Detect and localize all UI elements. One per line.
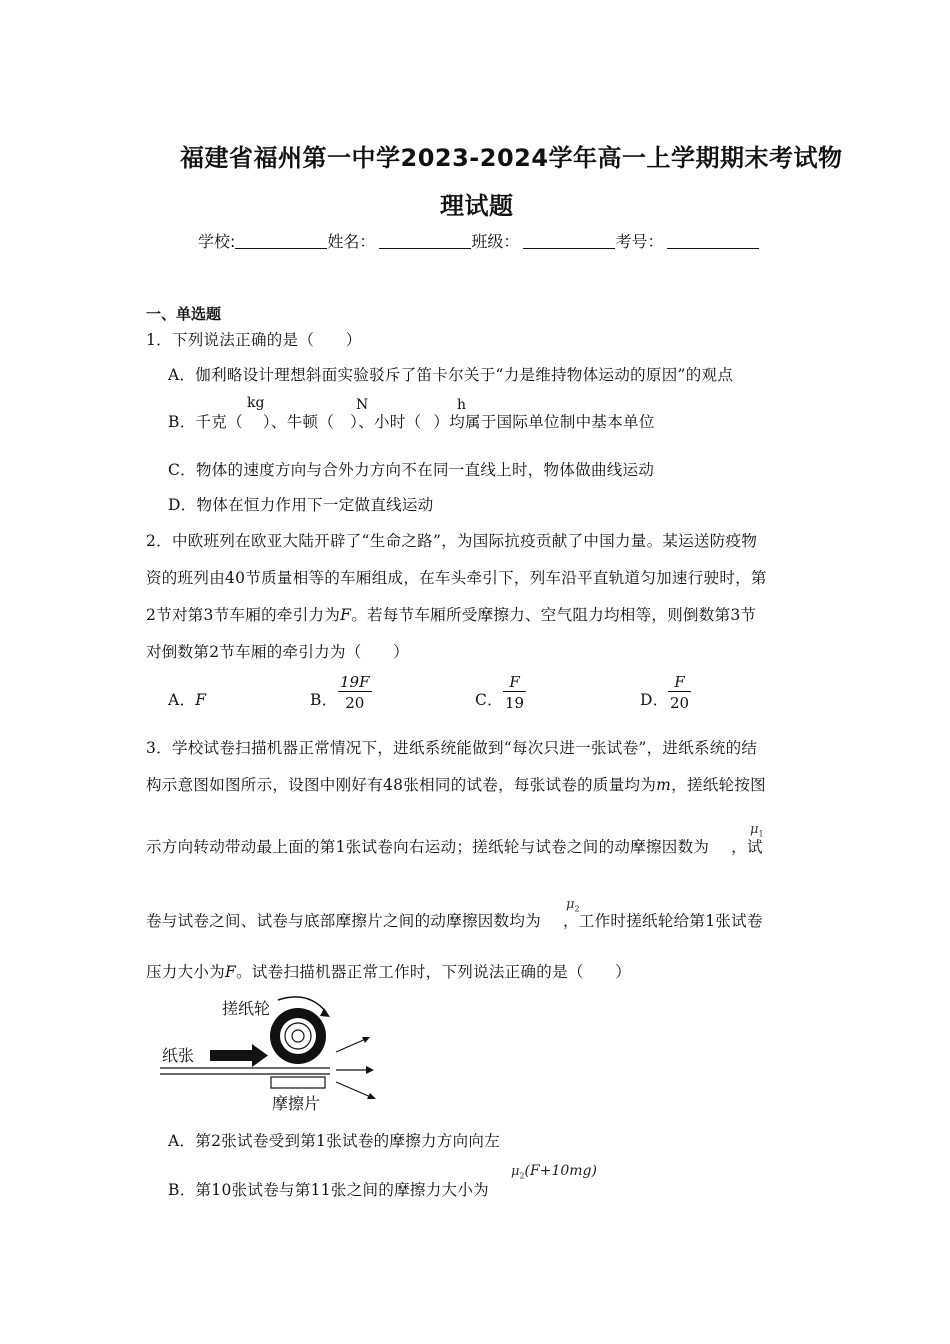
school-field[interactable] xyxy=(235,234,327,249)
q3-line5-a: 压力大小为 xyxy=(146,963,226,981)
rotation-arrowhead xyxy=(320,1008,330,1017)
q3-line1: 3．学校试卷扫描机器正常情况下，进纸系统能做到“每次只进一张试卷”，进纸系统的结 xyxy=(146,739,758,757)
q1-stem: 1．下列说法正确的是（ ） xyxy=(146,331,362,349)
page-title-line1: 福建省福州第一中学2023-2024学年高一上学期期末考试物 xyxy=(180,144,843,172)
q1-option-d[interactable]: D．物体在恒力作用下一定做直线运动 xyxy=(168,496,434,514)
q1-option-b[interactable] xyxy=(168,410,655,432)
class-label: 班级： xyxy=(471,232,520,251)
q3-line2-m: m xyxy=(656,776,672,794)
name-field[interactable] xyxy=(379,234,471,249)
q2-line3-b: 。若每节车厢所受摩擦力、空气阻力均相等，则倒数第3节 xyxy=(351,606,757,624)
q1-b-mid2: ）、小时（ xyxy=(350,413,422,431)
q2-line1: 2．中欧班列在欧亚大陆开辟了“生命之路”，为国际抗疫贡献了中国力量。某运送防疫物 xyxy=(146,532,758,550)
paper-feed-diagram xyxy=(158,990,388,1115)
q2-c-numerator: F xyxy=(509,673,520,691)
feed-arrow-head xyxy=(252,1044,268,1067)
q3-line4-a: 卷与试卷之间、试卷与底部摩擦片之间的动摩擦因数均为 xyxy=(146,912,542,930)
q3-line4-b: ，工作时搓纸轮给第1张试卷 xyxy=(563,912,763,930)
q2-option-c-label[interactable]: C． xyxy=(475,691,503,709)
friction-pad xyxy=(271,1077,325,1088)
q3-line2 xyxy=(146,773,766,795)
q1-option-a[interactable]: A．伽利略设计理想斜面实验驳斥了笛卡尔关于“力是维持物体运动的原因”的观点 xyxy=(168,366,734,384)
label-paper: 纸张 xyxy=(162,1046,195,1065)
section-heading: 一、单选题 xyxy=(146,305,222,323)
q2-d-numerator: F xyxy=(674,673,685,691)
q1-b-mid1: ）、牛顿（ xyxy=(262,413,335,431)
q3-line2-b: ，搓纸轮按图 xyxy=(671,776,766,794)
q2-b-denominator: 20 xyxy=(338,691,372,712)
q2-d-denominator: 20 xyxy=(668,691,691,712)
q2-option-d-fraction xyxy=(668,673,691,712)
label-pad: 摩擦片 xyxy=(272,1094,321,1113)
out-arrow-1 xyxy=(336,1038,368,1052)
q2-option-b-label[interactable]: B． xyxy=(310,691,338,709)
q3-line5-f: F xyxy=(225,963,237,981)
q3-line4 xyxy=(146,909,763,931)
q2-line3-a: 2节对第3节车厢的牵引力为 xyxy=(146,606,341,624)
q3-line3 xyxy=(146,835,763,857)
q1-b-post: ）均属于国际单位制中基本单位 xyxy=(433,413,655,431)
q2-option-d-label[interactable]: D． xyxy=(640,691,669,709)
q2-line3-f: F xyxy=(340,606,352,624)
label-roller: 搓纸轮 xyxy=(222,999,271,1018)
q3-b-expr-text: (F+10mg) xyxy=(524,1163,597,1179)
q3-b-text: B．第10张试卷与第11张之间的摩擦力大小为 xyxy=(168,1181,489,1199)
q3-line5-b: 。试卷扫描机器正常工作时，下列说法正确的是（ ） xyxy=(236,963,632,981)
q2-a-label: A． xyxy=(168,691,196,709)
unit-n: N xyxy=(356,397,369,413)
unit-h: h xyxy=(457,397,467,413)
q2-option-a[interactable] xyxy=(168,688,206,710)
mu2-symbol: $\mu_2$ xyxy=(566,897,580,914)
q3-line3-b: ，试 xyxy=(731,838,763,856)
q3-line2-a: 构示意图如图所示，设图中刚好有48张相同的试卷，每张试卷的质量均为 xyxy=(146,776,657,794)
q1-option-c[interactable]: C．物体的速度方向与合外力方向不在同一直线上时，物体做曲线运动 xyxy=(168,461,655,479)
q2-line2: 资的班列由40节质量相等的车厢组成，在车头牵引下，列车沿平直轨道匀加速行驶时，第 xyxy=(146,569,767,587)
q3-option-b[interactable] xyxy=(168,1178,489,1200)
name-label: 姓名： xyxy=(327,232,376,251)
page-title-line2: 理试题 xyxy=(440,192,514,220)
q2-option-c-fraction xyxy=(503,673,526,712)
mu1-symbol: $\mu_1$ xyxy=(750,822,764,839)
school-label: 学校: xyxy=(198,232,236,251)
student-info-line xyxy=(198,229,759,252)
feed-arrow-shaft xyxy=(210,1050,252,1061)
q2-line3 xyxy=(146,603,756,625)
out-arrow-3 xyxy=(336,1082,373,1098)
unit-kg: kg xyxy=(247,395,265,411)
q2-line4: 对倒数第2节车厢的牵引力为（ ） xyxy=(146,643,409,661)
q3-line5 xyxy=(146,960,631,982)
q2-a-value: F xyxy=(195,691,207,709)
number-field[interactable] xyxy=(667,234,759,249)
class-field[interactable] xyxy=(523,234,615,249)
q3-line3-a: 示方向转动带动最上面的第1张试卷向右运动；搓纸轮与试卷之间的动摩擦因数为 xyxy=(146,838,710,856)
q2-c-denominator: 19 xyxy=(503,691,526,712)
q2-b-numerator: 19F xyxy=(340,673,370,691)
q2-option-b-fraction xyxy=(338,673,372,712)
q1-b-pre: B．千克（ xyxy=(168,413,243,431)
q3-option-a[interactable]: A．第2张试卷受到第1张试卷的摩擦力方向向左 xyxy=(168,1132,501,1150)
number-label: 考号： xyxy=(615,232,664,251)
q3-b-expression: $\mu_2(F+10mg)$ xyxy=(511,1163,597,1181)
